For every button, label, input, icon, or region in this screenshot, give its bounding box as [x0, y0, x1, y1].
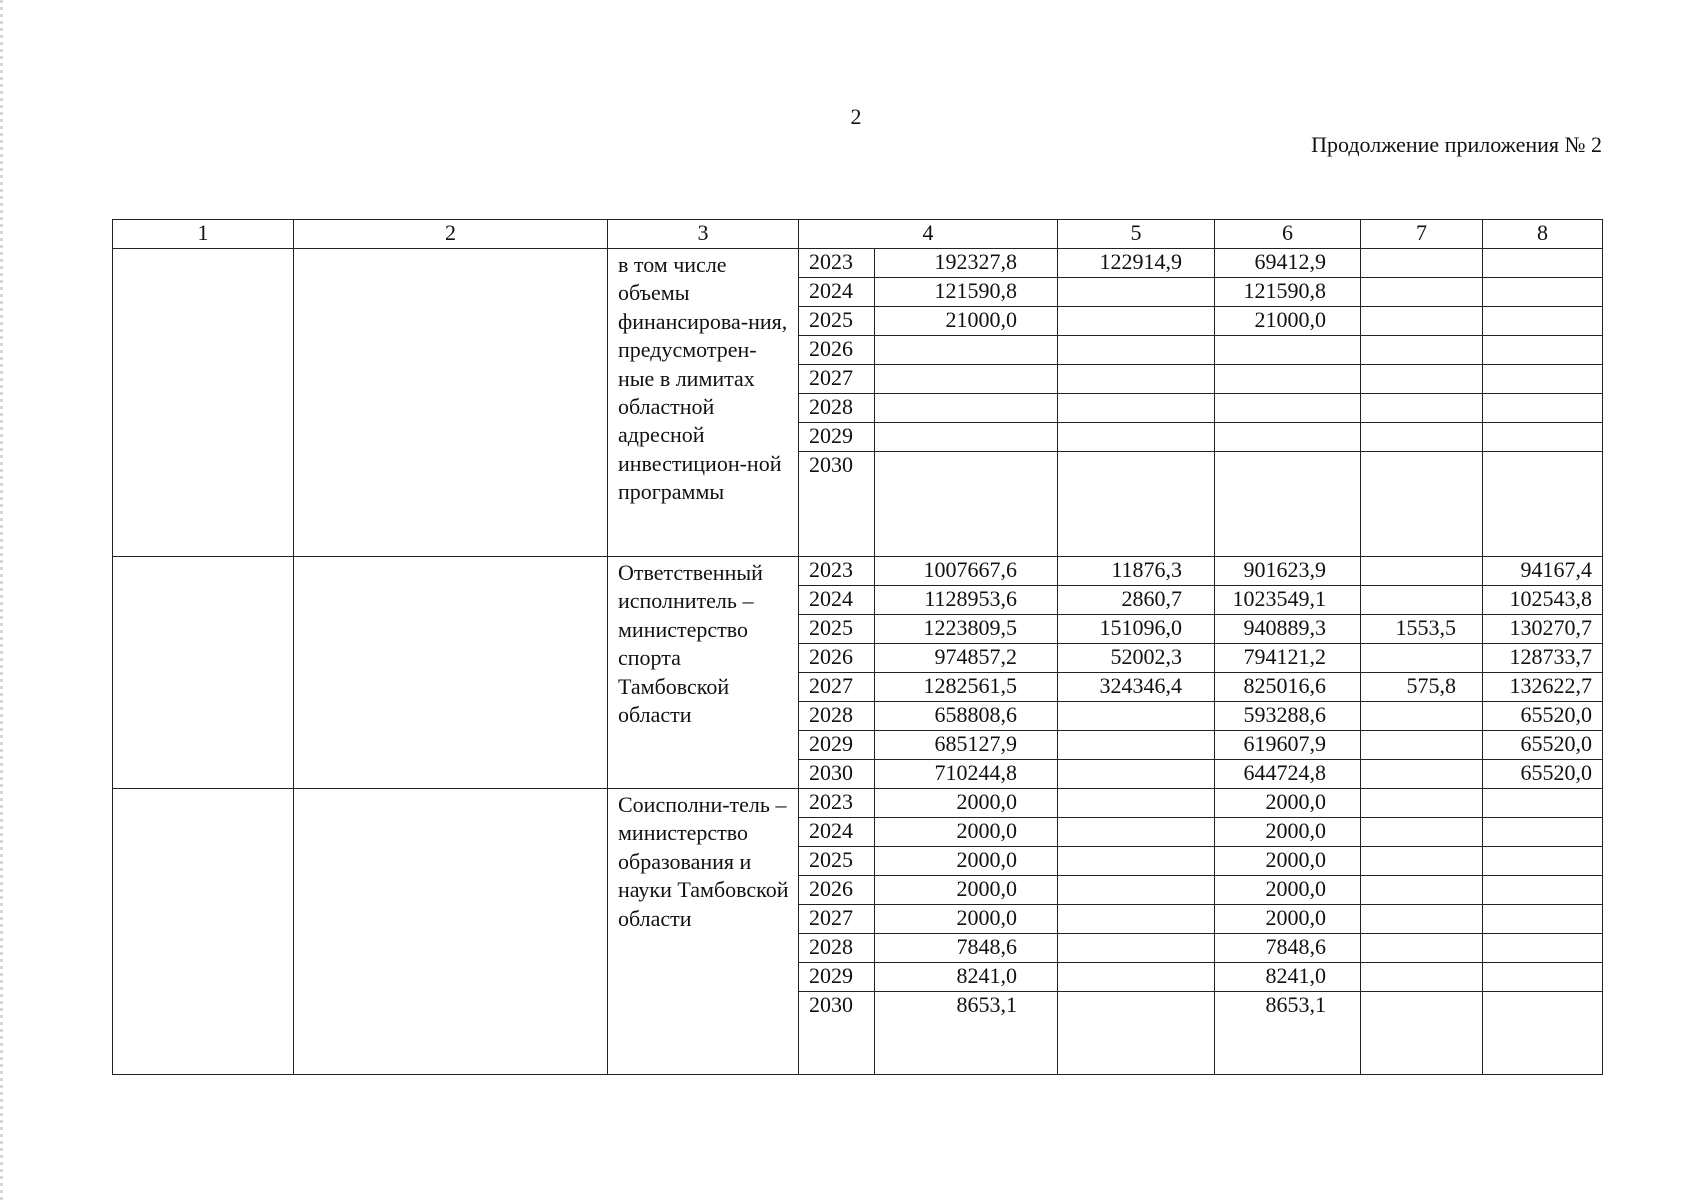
value-cell-5 — [1058, 789, 1215, 818]
value-cell-6 — [1215, 452, 1361, 557]
year-cell: 2027 — [799, 673, 875, 702]
year-cell: 2026 — [799, 876, 875, 905]
year-cell: 2027 — [799, 365, 875, 394]
value-cell-7 — [1361, 934, 1483, 963]
value-cell-4 — [875, 394, 1058, 423]
value-cell-6: 8241,0 — [1215, 963, 1361, 992]
value-cell-5 — [1058, 847, 1215, 876]
value-cell-5 — [1058, 760, 1215, 789]
year-cell: 2023 — [799, 557, 875, 586]
block-label: Ответственный исполнитель – министерство спорта Тамбовской области — [608, 557, 799, 789]
value-cell-8 — [1483, 307, 1603, 336]
table-header-row — [113, 220, 1603, 249]
header-cell: 1 — [113, 220, 294, 249]
value-cell-5: 2860,7 — [1058, 586, 1215, 615]
value-cell-7 — [1361, 789, 1483, 818]
table-row — [113, 557, 1603, 586]
col2-cell — [294, 789, 608, 1075]
value-cell-7 — [1361, 278, 1483, 307]
year-cell: 2030 — [799, 452, 875, 557]
value-cell-5 — [1058, 452, 1215, 557]
value-cell-6: 69412,9 — [1215, 249, 1361, 278]
year-cell: 2028 — [799, 702, 875, 731]
value-cell-6: 2000,0 — [1215, 818, 1361, 847]
table-row — [113, 249, 1603, 278]
year-cell: 2029 — [799, 731, 875, 760]
value-cell-4: 2000,0 — [875, 789, 1058, 818]
value-cell-5: 324346,4 — [1058, 673, 1215, 702]
value-cell-6: 121590,8 — [1215, 278, 1361, 307]
value-cell-7 — [1361, 731, 1483, 760]
value-cell-6: 940889,3 — [1215, 615, 1361, 644]
col1-cell — [113, 249, 294, 557]
col1-cell — [113, 557, 294, 789]
value-cell-5 — [1058, 905, 1215, 934]
value-cell-4 — [875, 365, 1058, 394]
value-cell-8: 65520,0 — [1483, 731, 1603, 760]
scan-edge — [0, 0, 3, 1200]
value-cell-5: 151096,0 — [1058, 615, 1215, 644]
value-cell-4 — [875, 423, 1058, 452]
value-cell-4: 8241,0 — [875, 963, 1058, 992]
value-cell-8: 65520,0 — [1483, 702, 1603, 731]
value-cell-5 — [1058, 702, 1215, 731]
value-cell-7 — [1361, 307, 1483, 336]
value-cell-7 — [1361, 702, 1483, 731]
year-cell: 2026 — [799, 644, 875, 673]
value-cell-8 — [1483, 818, 1603, 847]
year-cell: 2030 — [799, 992, 875, 1075]
value-cell-8: 128733,7 — [1483, 644, 1603, 673]
value-cell-4: 974857,2 — [875, 644, 1058, 673]
value-cell-5 — [1058, 336, 1215, 365]
value-cell-4: 1223809,5 — [875, 615, 1058, 644]
year-cell: 2023 — [799, 789, 875, 818]
year-cell: 2025 — [799, 847, 875, 876]
value-cell-8 — [1483, 992, 1603, 1075]
value-cell-6: 644724,8 — [1215, 760, 1361, 789]
year-cell: 2024 — [799, 278, 875, 307]
value-cell-8 — [1483, 336, 1603, 365]
table-row — [113, 789, 1603, 818]
value-cell-8 — [1483, 365, 1603, 394]
value-cell-7 — [1361, 847, 1483, 876]
value-cell-4: 685127,9 — [875, 731, 1058, 760]
value-cell-6: 619607,9 — [1215, 731, 1361, 760]
col2-cell — [294, 249, 608, 557]
value-cell-6: 7848,6 — [1215, 934, 1361, 963]
value-cell-7 — [1361, 365, 1483, 394]
value-cell-4: 8653,1 — [875, 992, 1058, 1075]
value-cell-7: 1553,5 — [1361, 615, 1483, 644]
value-cell-7 — [1361, 963, 1483, 992]
year-cell: 2028 — [799, 394, 875, 423]
value-cell-4 — [875, 452, 1058, 557]
block-label: Соисполни-тель – министерство образования и науки Тамбовской области — [608, 789, 799, 1075]
value-cell-8 — [1483, 847, 1603, 876]
value-cell-6: 2000,0 — [1215, 789, 1361, 818]
value-cell-5 — [1058, 731, 1215, 760]
value-cell-4: 192327,8 — [875, 249, 1058, 278]
value-cell-7 — [1361, 905, 1483, 934]
value-cell-4: 1007667,6 — [875, 557, 1058, 586]
value-cell-8 — [1483, 789, 1603, 818]
value-cell-6: 901623,9 — [1215, 557, 1361, 586]
header-cell: 6 — [1215, 220, 1361, 249]
value-cell-8 — [1483, 278, 1603, 307]
value-cell-6 — [1215, 394, 1361, 423]
value-cell-5 — [1058, 818, 1215, 847]
value-cell-5 — [1058, 423, 1215, 452]
value-cell-6: 21000,0 — [1215, 307, 1361, 336]
value-cell-8 — [1483, 876, 1603, 905]
value-cell-5 — [1058, 365, 1215, 394]
value-cell-4: 2000,0 — [875, 876, 1058, 905]
value-cell-8: 132622,7 — [1483, 673, 1603, 702]
value-cell-4: 2000,0 — [875, 818, 1058, 847]
value-cell-7 — [1361, 452, 1483, 557]
page-number: 2 — [850, 104, 862, 129]
value-cell-8 — [1483, 249, 1603, 278]
value-cell-8 — [1483, 963, 1603, 992]
year-cell: 2023 — [799, 249, 875, 278]
value-cell-5 — [1058, 307, 1215, 336]
year-cell: 2029 — [799, 423, 875, 452]
value-cell-8: 130270,7 — [1483, 615, 1603, 644]
value-cell-4: 710244,8 — [875, 760, 1058, 789]
value-cell-6: 8653,1 — [1215, 992, 1361, 1075]
value-cell-4: 2000,0 — [875, 847, 1058, 876]
year-cell: 2028 — [799, 934, 875, 963]
value-cell-7 — [1361, 586, 1483, 615]
value-cell-4: 21000,0 — [875, 307, 1058, 336]
header-cell: 3 — [608, 220, 799, 249]
header-cell: 8 — [1483, 220, 1603, 249]
year-cell: 2024 — [799, 586, 875, 615]
value-cell-4: 121590,8 — [875, 278, 1058, 307]
value-cell-4: 1128953,6 — [875, 586, 1058, 615]
value-cell-6 — [1215, 365, 1361, 394]
value-cell-8 — [1483, 905, 1603, 934]
value-cell-4: 1282561,5 — [875, 673, 1058, 702]
value-cell-7 — [1361, 336, 1483, 365]
header-cell: 4 — [799, 220, 1058, 249]
value-cell-6: 2000,0 — [1215, 905, 1361, 934]
value-cell-7 — [1361, 992, 1483, 1075]
value-cell-6: 1023549,1 — [1215, 586, 1361, 615]
value-cell-8 — [1483, 423, 1603, 452]
value-cell-6: 2000,0 — [1215, 876, 1361, 905]
value-cell-7 — [1361, 249, 1483, 278]
value-cell-5 — [1058, 876, 1215, 905]
value-cell-7 — [1361, 423, 1483, 452]
value-cell-4: 658808,6 — [875, 702, 1058, 731]
value-cell-6: 2000,0 — [1215, 847, 1361, 876]
value-cell-6 — [1215, 336, 1361, 365]
value-cell-8: 65520,0 — [1483, 760, 1603, 789]
value-cell-7 — [1361, 876, 1483, 905]
col2-cell — [294, 557, 608, 789]
year-cell: 2025 — [799, 615, 875, 644]
value-cell-4 — [875, 336, 1058, 365]
year-cell: 2026 — [799, 336, 875, 365]
continuation-title: Продолжение приложения № 2 — [1311, 132, 1602, 157]
value-cell-7 — [1361, 557, 1483, 586]
value-cell-8: 102543,8 — [1483, 586, 1603, 615]
value-cell-5 — [1058, 963, 1215, 992]
value-cell-7: 575,8 — [1361, 673, 1483, 702]
value-cell-8 — [1483, 394, 1603, 423]
year-cell: 2024 — [799, 818, 875, 847]
value-cell-8: 94167,4 — [1483, 557, 1603, 586]
value-cell-6: 794121,2 — [1215, 644, 1361, 673]
header-cell: 7 — [1361, 220, 1483, 249]
value-cell-7 — [1361, 394, 1483, 423]
value-cell-5 — [1058, 278, 1215, 307]
value-cell-6: 825016,6 — [1215, 673, 1361, 702]
value-cell-6 — [1215, 423, 1361, 452]
value-cell-5: 52002,3 — [1058, 644, 1215, 673]
year-cell: 2027 — [799, 905, 875, 934]
year-cell: 2030 — [799, 760, 875, 789]
value-cell-8 — [1483, 452, 1603, 557]
header-cell: 2 — [294, 220, 608, 249]
value-cell-5 — [1058, 992, 1215, 1075]
value-cell-5: 122914,9 — [1058, 249, 1215, 278]
value-cell-7 — [1361, 644, 1483, 673]
value-cell-5: 11876,3 — [1058, 557, 1215, 586]
year-cell: 2025 — [799, 307, 875, 336]
value-cell-5 — [1058, 394, 1215, 423]
value-cell-6: 593288,6 — [1215, 702, 1361, 731]
value-cell-5 — [1058, 934, 1215, 963]
col1-cell — [113, 789, 294, 1075]
year-cell: 2029 — [799, 963, 875, 992]
value-cell-7 — [1361, 818, 1483, 847]
value-cell-8 — [1483, 934, 1603, 963]
block-label: в том числе объемы финансирова-ния, предусмотрен-ные в лимитах областной адресной инвестицион-ной программы — [608, 249, 799, 557]
header-cell: 5 — [1058, 220, 1215, 249]
value-cell-4: 7848,6 — [875, 934, 1058, 963]
value-cell-7 — [1361, 760, 1483, 789]
financing-table — [112, 219, 1603, 1075]
value-cell-4: 2000,0 — [875, 905, 1058, 934]
